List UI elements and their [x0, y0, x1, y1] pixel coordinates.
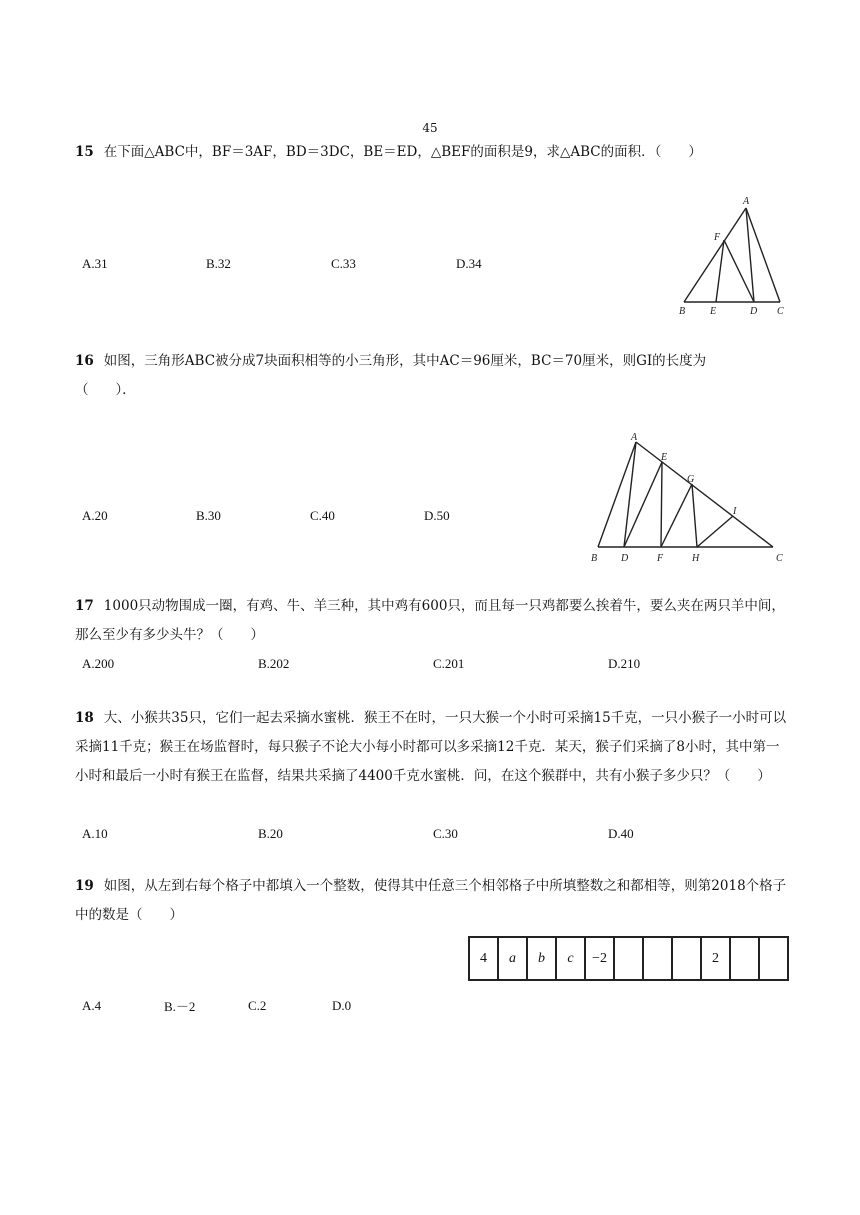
label-e: E — [661, 452, 668, 463]
label-b: B — [679, 306, 686, 317]
question-19-stem — [75, 872, 791, 930]
grid-cell: a — [498, 937, 527, 980]
label-g: G — [687, 474, 695, 485]
label-e: E — [710, 306, 717, 317]
grid-cell: 4 — [469, 937, 498, 980]
label-d: D — [750, 306, 758, 317]
option-b: B.32 — [206, 256, 231, 271]
question-text: 在下面△ABC中，BF＝3AF，BD＝3DC，BE＝ED，△BEF的面积是9，求△ABC的面积．（ ） — [103, 144, 702, 160]
option-a: A.200 — [82, 656, 115, 671]
question-17-stem — [75, 592, 791, 650]
option-a: A.31 — [82, 256, 108, 271]
triangle-figure-15 — [676, 192, 791, 320]
label-a: A — [631, 432, 638, 443]
label-d: D — [621, 553, 629, 564]
question-number: 18 — [75, 710, 94, 726]
question-number: 15 — [75, 144, 94, 160]
option-c: C.30 — [433, 826, 458, 841]
option-c: C.2 — [248, 998, 267, 1013]
option-d: D.40 — [608, 826, 634, 841]
triangle-figure-16 — [586, 430, 790, 566]
number-grid — [468, 936, 789, 981]
grid-cell — [643, 937, 672, 980]
label-f: F — [714, 232, 721, 243]
grid-cell — [672, 937, 701, 980]
grid-cell: c — [556, 937, 585, 980]
option-d: D.34 — [456, 256, 482, 271]
page-number: 45 — [422, 121, 438, 135]
grid-cell — [730, 937, 759, 980]
option-c: C.33 — [331, 256, 356, 271]
option-b: B.30 — [196, 508, 221, 523]
question-number: 19 — [75, 878, 94, 894]
label-h: H — [692, 553, 700, 564]
grid-cell — [759, 937, 788, 980]
option-d: D.50 — [424, 508, 450, 523]
label-i: I — [733, 506, 737, 517]
grid-cell: 2 — [701, 937, 730, 980]
option-b: B.－2 — [164, 999, 196, 1014]
grid-cell: b — [527, 937, 556, 980]
question-text: 1000只动物围成一圈，有鸡、牛、羊三种，其中鸡有600只，而且每一只鸡都要么挨着牛，要么夹在两只羊中间，那么至少有多少头牛？（ ） — [75, 598, 785, 643]
option-d: D.0 — [332, 998, 352, 1013]
question-text: 大、小猴共35只，它们一起去采摘水蜜桃．猴王不在时，一只大猴一个小时可采摘15千克，一只小猴子一小时可以采摘11千克；猴王在场监督时，每只猴子不论大小每小时都可以多采摘12千克．某天，猴子们采摘了8小时，其中第一小时和最后一小时有猴王在监督，结果共采摘了4400千克水蜜桃．问，在这个猴群中，共有小猴子多少只？（ ） — [75, 710, 787, 784]
grid-cell: −2 — [585, 937, 614, 980]
grid-cell — [614, 937, 643, 980]
question-number: 16 — [75, 353, 94, 369]
label-c: C — [776, 553, 783, 564]
option-c: C.40 — [310, 508, 335, 523]
option-b: B.20 — [258, 826, 283, 841]
label-c: C — [777, 306, 784, 317]
question-number: 17 — [75, 598, 94, 614]
question-text-line2: （ ）． — [75, 382, 136, 398]
option-a: A.4 — [82, 998, 102, 1013]
question-text: 如图，三角形ABC被分成7块面积相等的小三角形，其中AC＝96厘米，BC＝70厘米，则GI的长度为 — [103, 353, 707, 369]
option-a: A.10 — [82, 826, 108, 841]
option-b: B.202 — [258, 656, 290, 671]
label-a: A — [743, 196, 750, 207]
option-d: D.210 — [608, 656, 641, 671]
question-text: 如图，从左到右每个格子中都填入一个整数，使得其中任意三个相邻格子中所填整数之和都相等，则第2018个格子中的数是（ ） — [75, 878, 787, 923]
question-16-stem — [75, 347, 795, 405]
label-b: B — [591, 553, 598, 564]
option-c: C.201 — [433, 656, 465, 671]
question-18-stem — [75, 704, 791, 791]
label-f: F — [657, 553, 664, 564]
question-15-stem — [75, 138, 795, 167]
option-a: A.20 — [82, 508, 108, 523]
